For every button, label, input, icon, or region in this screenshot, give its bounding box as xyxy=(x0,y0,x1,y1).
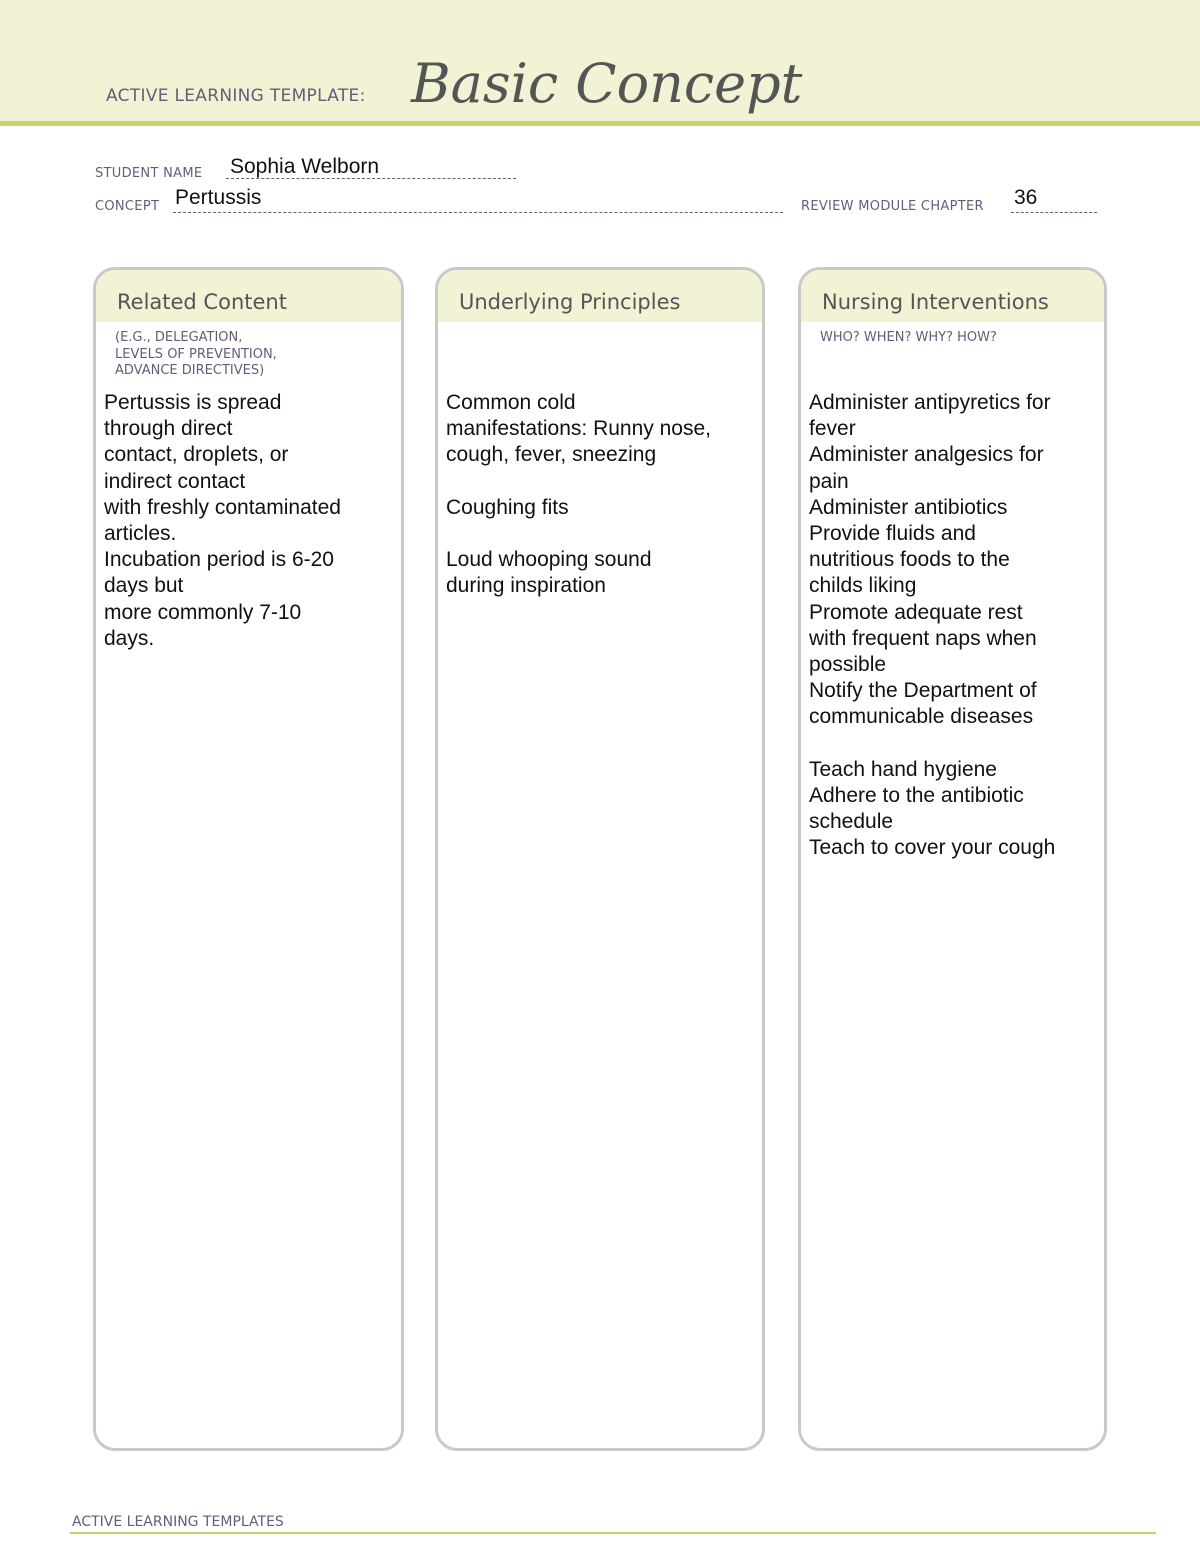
text-line: cough, fever, sneezing xyxy=(446,443,657,467)
text-line: more commonly 7-10 xyxy=(104,600,302,624)
text-line: Incubation period is 6-20 xyxy=(104,548,334,572)
text-line: Notify the Department of xyxy=(809,679,1037,703)
text-line: communicable diseases xyxy=(809,705,1034,729)
subtitle-line: WHO? WHEN? WHY? HOW? xyxy=(820,330,997,345)
underlying-principles-panel xyxy=(435,267,765,1451)
text-line: Teach to cover your cough xyxy=(809,836,1056,860)
text-line: Administer antibiotics xyxy=(809,495,1008,519)
text-line: Promote adequate rest xyxy=(809,600,1023,624)
nursing-interventions-title: Nursing Interventions xyxy=(822,290,1049,314)
text-line: with frequent naps when xyxy=(809,626,1037,650)
text-line: days but xyxy=(104,574,184,598)
related-content-panel xyxy=(93,267,404,1451)
text-line: possible xyxy=(809,653,887,677)
text-line: during inspiration xyxy=(446,574,606,598)
text-line: fever xyxy=(809,417,856,441)
text-line: contact, droplets, or xyxy=(104,443,289,467)
related-content-text[interactable] xyxy=(104,390,391,652)
related-content-title: Related Content xyxy=(117,290,287,314)
text-line: days. xyxy=(104,626,155,650)
text-line xyxy=(809,731,1094,757)
text-line: Coughing fits xyxy=(446,495,569,519)
student-name-field[interactable]: Sophia Welborn xyxy=(230,155,380,178)
template-label: ACTIVE LEARNING TEMPLATE: xyxy=(106,86,366,106)
text-line: Loud whooping sound xyxy=(446,548,652,572)
student-name-label: STUDENT NAME xyxy=(95,166,203,181)
underlying-principles-text[interactable] xyxy=(446,390,752,600)
text-line: Teach hand hygiene xyxy=(809,757,997,781)
text-line: Administer analgesics for xyxy=(809,443,1044,467)
text-line: Administer antipyretics for xyxy=(809,391,1051,414)
text-line: with freshly contaminated xyxy=(104,495,341,519)
text-line: schedule xyxy=(809,810,894,834)
text-line: pain xyxy=(809,469,849,493)
related-content-subtitle xyxy=(115,330,277,380)
text-line: Provide fluids and xyxy=(809,522,976,546)
text-line: articles. xyxy=(104,522,177,546)
review-module-line xyxy=(1011,212,1097,213)
nursing-interventions-subtitle xyxy=(820,330,997,347)
subtitle-line: LEVELS OF PREVENTION, xyxy=(115,346,277,362)
concept-line xyxy=(173,212,783,213)
concept-field[interactable]: Pertussis xyxy=(175,186,262,209)
text-line: indirect contact xyxy=(104,469,246,493)
text-line: childs liking xyxy=(809,574,917,598)
underlying-principles-title: Underlying Principles xyxy=(459,290,681,314)
text-line: Common cold xyxy=(446,391,576,414)
nursing-interventions-text[interactable] xyxy=(809,390,1094,862)
page-title: Basic Concept xyxy=(411,52,803,115)
text-line xyxy=(446,469,752,495)
text-line: manifestations: Runny nose, xyxy=(446,417,711,441)
footer-label: ACTIVE LEARNING TEMPLATES xyxy=(72,1514,284,1530)
nursing-interventions-panel xyxy=(798,267,1107,1451)
text-line: Pertussis is spread xyxy=(104,391,282,414)
text-line: nutritious foods to the xyxy=(809,548,1010,572)
subtitle-line: (E.G., DELEGATION, xyxy=(115,330,243,345)
text-line xyxy=(446,521,752,547)
concept-label: CONCEPT xyxy=(95,199,160,214)
footer-rule xyxy=(70,1532,1156,1534)
review-module-label: REVIEW MODULE CHAPTER xyxy=(801,199,984,214)
text-line: Adhere to the antibiotic xyxy=(809,784,1024,808)
subtitle-line: ADVANCE DIRECTIVES) xyxy=(115,363,265,378)
review-module-field[interactable]: 36 xyxy=(1014,186,1038,209)
text-line: through direct xyxy=(104,417,233,441)
header-rule xyxy=(0,121,1200,126)
